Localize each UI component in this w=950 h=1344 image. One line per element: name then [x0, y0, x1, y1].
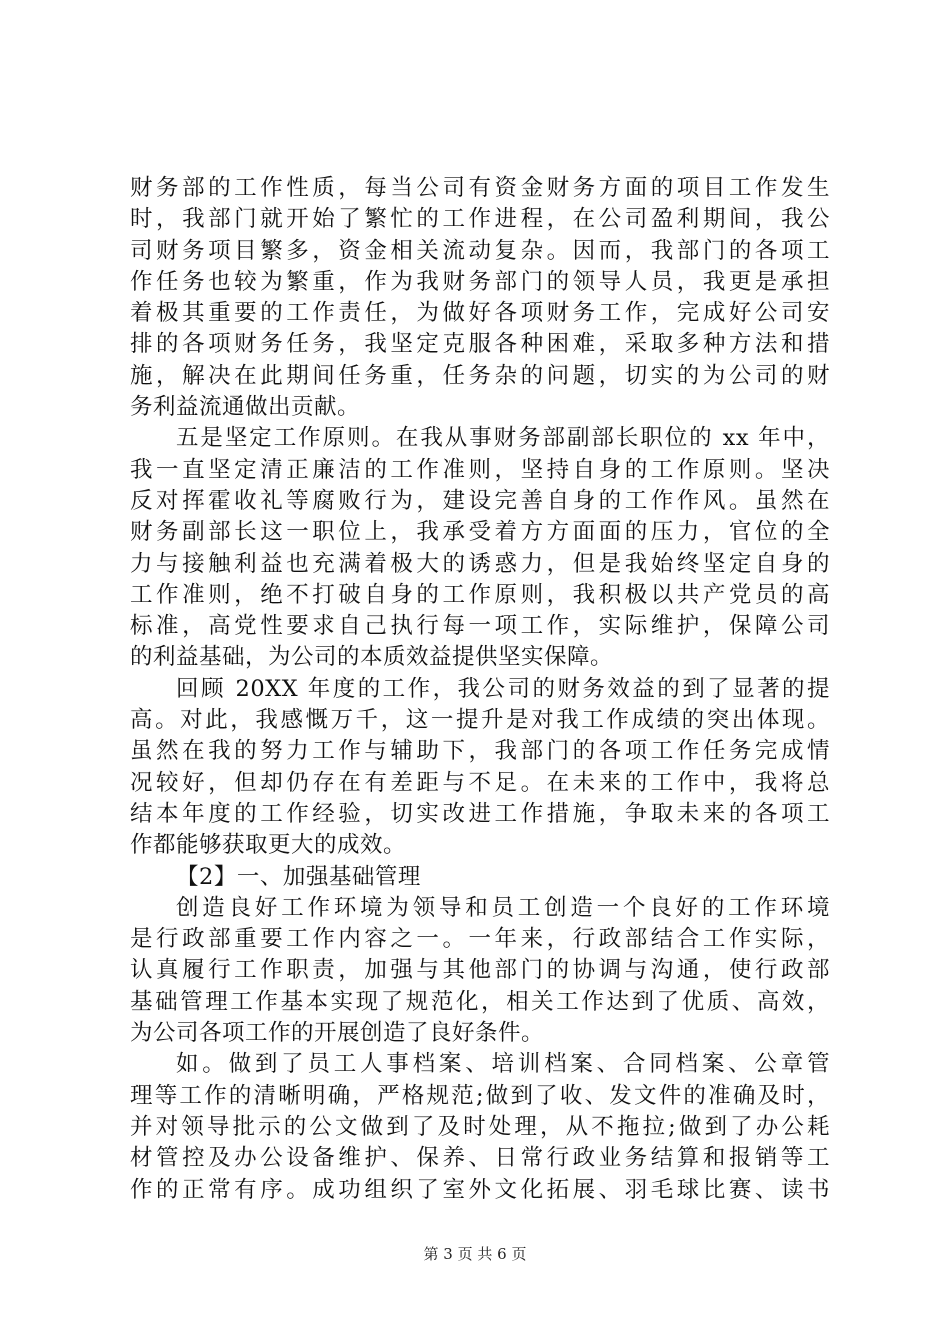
body-text	[130, 173, 830, 1206]
text-line: 务利益流通做出贡献。	[130, 394, 361, 421]
text-line: 理等工作的清晰明确，严格规范;做到了收、发文件的准确及时，	[130, 1082, 830, 1109]
paragraph-start-line: 如。做到了员工人事档案、培训档案、合同档案、公章管	[176, 1051, 830, 1078]
text-line: 结本年度的工作经验，切实改进工作措施，争取未来的各项工	[130, 800, 830, 827]
text-line: 财务部的工作性质，每当公司有资金财务方面的项目工作发生	[130, 175, 830, 201]
text-line: 材管控及办公设备维护、保养、日常行政业务结算和报销等工	[130, 1145, 830, 1172]
text-line: 排的各项财务任务，我坚定克服各种困难，采取多种方法和措	[130, 331, 830, 358]
text-line: 的利益基础，为公司的本质效益提供坚实保障。	[130, 644, 614, 671]
text-line: 工作准则，绝不打破自身的工作原则，我积极以共产党员的高	[130, 581, 830, 608]
text-line: 反对挥霍收礼等腐败行为，建设完善自身的工作作风。虽然在	[130, 487, 830, 514]
text-line: 认真履行工作职责，加强与其他部门的协调与沟通，使行政部	[130, 957, 830, 984]
text-line: 基础管理工作基本实现了规范化，相关工作达到了优质、高效，	[130, 988, 830, 1015]
text-line: 司财务项目繁多，资金相关流动复杂。因而，我部门的各项工	[130, 237, 830, 264]
text-line: 高。对此，我感慨万千，这一提升是对我工作成绩的突出体现。	[130, 707, 830, 734]
section-heading: 【2】一、加强基础管理	[176, 863, 421, 890]
text-line: 财务副部长这一职位上，我承受着方方面面的压力，官位的全	[130, 519, 830, 546]
text-line: 况较好，但却仍存在有差距与不足。在未来的工作中，我将总	[130, 769, 830, 796]
text-line: 时，我部门就开始了繁忙的工作进程，在公司盈利期间，我公	[130, 206, 830, 233]
text-line: 作都能够获取更大的成效。	[130, 832, 407, 859]
text-line: 施，解决在此期间任务重，任务杂的问题，切实的为公司的财	[130, 362, 830, 389]
paragraph-start-line: 回顾 20XX 年度的工作，我公司的财务效益的到了显著的提	[176, 675, 830, 702]
text-line: 虽然在我的努力工作与辅助下，我部门的各项工作任务完成情	[130, 738, 830, 765]
text-line: 力与接触利益也充满着极大的诱惑力，但是我始终坚定自身的	[130, 550, 830, 577]
paragraph-start-line: 创造良好工作环境为领导和员工创造一个良好的工作环境	[176, 894, 830, 921]
text-line: 作任务也较为繁重，作为我财务部门的领导人员，我更是承担	[130, 268, 830, 295]
text-line: 作的正常有序。成功组织了室外文化拓展、羽毛球比赛、读书	[130, 1176, 830, 1203]
page-number-footer: 第 3 页 共 6 页	[423, 1245, 527, 1263]
text-line: 为公司各项工作的开展创造了良好条件。	[130, 1020, 545, 1047]
text-line: 并对领导批示的公文做到了及时处理，从不拖拉;做到了办公耗	[130, 1113, 830, 1140]
text-line: 标准，高党性要求自己执行每一项工作，实际维护，保障公司	[130, 613, 830, 640]
text-line: 我一直坚定清正廉洁的工作准则，坚持自身的工作原则。坚决	[130, 456, 830, 483]
text-line: 是行政部重要工作内容之一。一年来，行政部结合工作实际，	[130, 926, 830, 953]
text-line: 着极其重要的工作责任，为做好各项财务工作，完成好公司安	[130, 300, 830, 327]
paragraph-start-line: 五是坚定工作原则。在我从事财务部副部长职位的 xx 年中，	[176, 425, 830, 452]
